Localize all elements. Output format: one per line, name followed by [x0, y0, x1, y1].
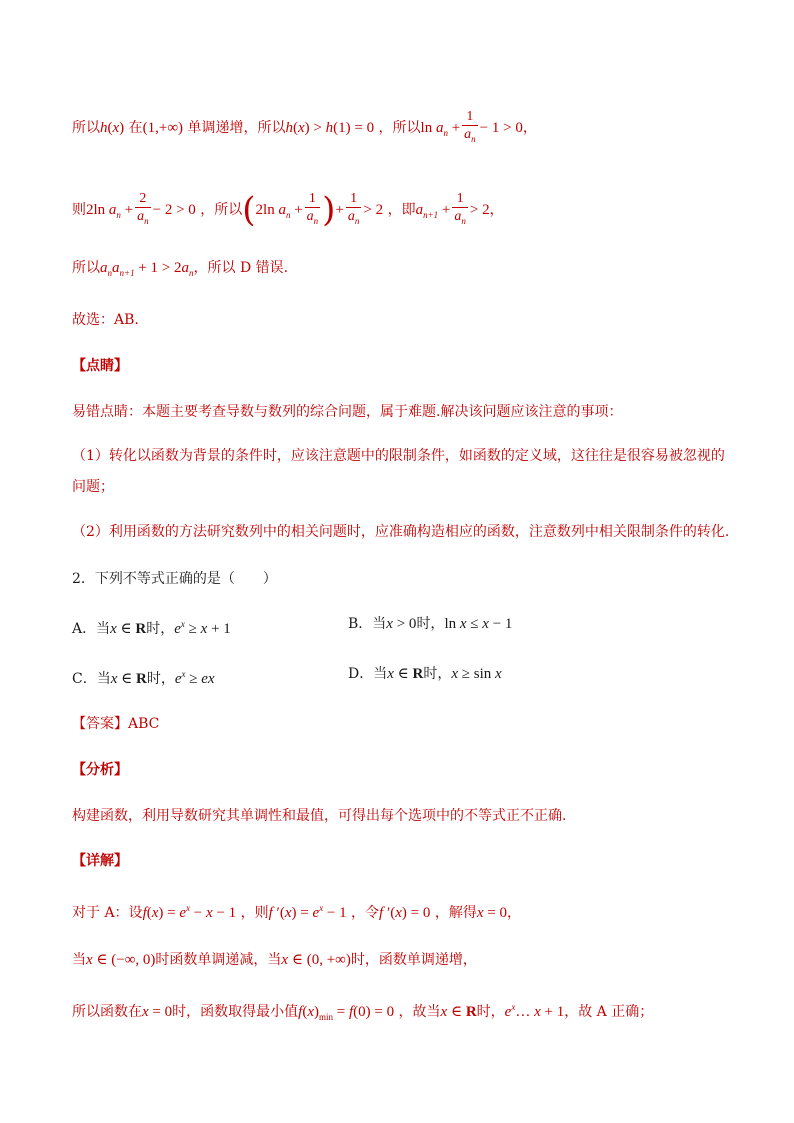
note-line-3: 问题；: [72, 479, 114, 495]
solution-line-1: 所以h(x) 在(1,+∞) 单调递增，所以h(x) > h(1) = 0 ，所以$\ln a_n$ + $\frac{1}{a_n}$ − 1 > 0，: [72, 108, 734, 148]
fraction: $\frac{1}{a_n}$: [347, 191, 360, 226]
section-tag-detail: 【详解】: [72, 853, 128, 869]
detail-line-2: 当x ∈ (−∞, 0)时函数单调递减，当x ∈ (0, +∞)时，函数单调递增，: [72, 952, 477, 968]
choice-line: 故选：AB.: [72, 312, 139, 328]
option-d: D．当x ∈ R时，x ≥ sin x: [348, 666, 502, 682]
fraction: $\frac{2}{a_n}$: [137, 191, 149, 226]
detail-line-1: 对于 A：设$f(x) = e^x - x - 1$ ，则f $'(x) = e^x - 1$ ，令f ′(x) = 0 ，解得x = 0，: [72, 903, 521, 921]
solution-line-3: 所以$a_na_{n+1} + 1 > 2a_n$，所以 D 错误.: [72, 260, 289, 278]
option-b: B．当x > 0时，ln x ≤ x − 1: [348, 616, 513, 632]
option-row-cd: [72, 664, 734, 689]
note-line-4: （2）利用函数的方法研究数列中的相关问题时，应准确构造相应的函数，注意数列中相关限制条件的转化.: [72, 524, 730, 540]
option-c: C．当x ∈ R时，$e^x$ ≥ ex: [72, 669, 215, 687]
detail-line-3: 所以函数在x = 0时，函数取得最小值$f(x)_{min} = f(0) = 0$ ，故当x ∈ R时，$e^x\dots$ x + 1，故 A 正确；: [72, 1002, 654, 1022]
answer-line: 【答案】ABC: [72, 716, 160, 732]
option-a: A．当x ∈ R时，$e^x \ge x + 1$: [72, 619, 231, 637]
section-tag-note: 【点睛】: [72, 358, 128, 374]
fraction: $\frac{1}{a_n}$: [306, 191, 319, 226]
fraction: $\frac{1}{a_n}$: [464, 109, 476, 144]
left-paren: (: [242, 189, 256, 230]
fraction: $\frac{1}{a_n}$: [454, 191, 466, 226]
note-line-2: （1）转化以函数为背景的条件时，应该注意题中的限制条件，如函数的定义域，这往往是很容易被忽视的: [72, 448, 725, 464]
option-row-ab: [72, 614, 734, 639]
right-paren: ): [322, 189, 336, 230]
question-stem: 2．下列不等式正确的是（ ）: [72, 571, 277, 587]
solution-line-2: 则2ln $a_n$ + $\frac{2}{a_n}$ − 2 > 0 ，所以(2ln $a_n$ + $\frac{1}{a_n}$ )+ $\frac{1}{a_n}$ > 2 ，即$a_{n+1}$ + $\frac{1}{a_n}$ > 2，: [72, 189, 504, 230]
section-tag-analysis: 【分析】: [72, 762, 128, 778]
analysis-text: 构建函数，利用导数研究其单调性和最值，可得出每个选项中的不等式正不正确.: [72, 808, 567, 824]
note-line-1: 易错点睛：本题主要考查导数与数列的综合问题，属于难题.解决该问题应该注意的事项：: [72, 404, 623, 420]
